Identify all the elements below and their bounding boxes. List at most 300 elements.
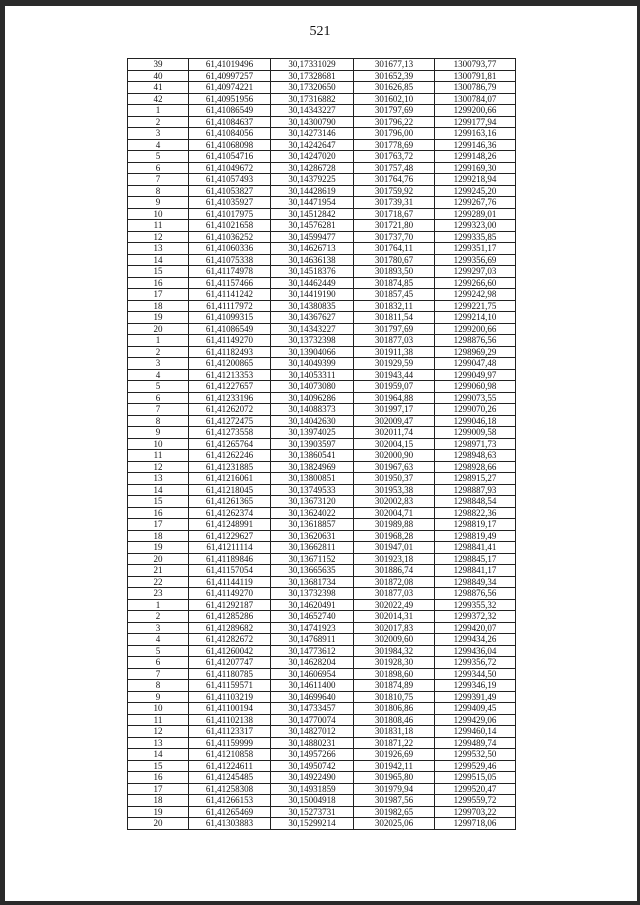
x-coordinate-cell: 301982,65 — [354, 806, 435, 818]
table-row — [128, 415, 516, 427]
y-coordinate-cell: 1299049,97 — [435, 369, 516, 381]
table-row — [128, 139, 516, 151]
x-coordinate-cell: 302002,83 — [354, 496, 435, 508]
x-coordinate-cell: 301926,69 — [354, 749, 435, 761]
latitude-cell: 61,41099315 — [189, 312, 271, 324]
latitude-cell: 61,41123317 — [189, 726, 271, 738]
x-coordinate-cell: 301677,13 — [354, 59, 435, 71]
x-coordinate-cell: 301763,72 — [354, 151, 435, 163]
table-row — [128, 59, 516, 71]
y-coordinate-cell: 1298876,56 — [435, 588, 516, 600]
latitude-cell: 61,41207747 — [189, 657, 271, 669]
longitude-cell: 30,13624022 — [271, 507, 354, 519]
table-row — [128, 381, 516, 393]
latitude-cell: 61,41057493 — [189, 174, 271, 186]
y-coordinate-cell: 1299460,14 — [435, 726, 516, 738]
table-row — [128, 795, 516, 807]
latitude-cell: 61,41224611 — [189, 760, 271, 772]
longitude-cell: 30,14611400 — [271, 680, 354, 692]
longitude-cell: 30,13904066 — [271, 346, 354, 358]
y-coordinate-cell: 1299242,98 — [435, 289, 516, 301]
x-coordinate-cell: 301764,11 — [354, 243, 435, 255]
x-coordinate-cell: 302009,47 — [354, 415, 435, 427]
longitude-cell: 30,14380835 — [271, 300, 354, 312]
point-number-cell: 11 — [128, 714, 189, 726]
point-number-cell: 1 — [128, 335, 189, 347]
latitude-cell: 61,41282672 — [189, 634, 271, 646]
latitude-cell: 61,41227657 — [189, 381, 271, 393]
longitude-cell: 30,14768911 — [271, 634, 354, 646]
latitude-cell: 61,41159999 — [189, 737, 271, 749]
table-row — [128, 346, 516, 358]
table-row — [128, 818, 516, 830]
y-coordinate-cell: 1299221,75 — [435, 300, 516, 312]
y-coordinate-cell: 1299529,46 — [435, 760, 516, 772]
latitude-cell: 61,41144119 — [189, 576, 271, 588]
x-coordinate-cell: 301929,59 — [354, 358, 435, 370]
latitude-cell: 61,41262072 — [189, 404, 271, 416]
x-coordinate-cell: 301797,69 — [354, 105, 435, 117]
latitude-cell: 61,41157466 — [189, 277, 271, 289]
x-coordinate-cell: 301780,67 — [354, 254, 435, 266]
longitude-cell: 30,14770074 — [271, 714, 354, 726]
latitude-cell: 61,41265764 — [189, 438, 271, 450]
y-coordinate-cell: 1299409,45 — [435, 703, 516, 715]
longitude-cell: 30,13673120 — [271, 496, 354, 508]
y-coordinate-cell: 1299266,60 — [435, 277, 516, 289]
point-number-cell: 6 — [128, 162, 189, 174]
point-number-cell: 7 — [128, 668, 189, 680]
x-coordinate-cell: 301857,45 — [354, 289, 435, 301]
x-coordinate-cell: 301987,56 — [354, 795, 435, 807]
x-coordinate-cell: 301947,01 — [354, 542, 435, 554]
longitude-cell: 30,13974025 — [271, 427, 354, 439]
y-coordinate-cell: 1299420,07 — [435, 622, 516, 634]
x-coordinate-cell: 301808,46 — [354, 714, 435, 726]
y-coordinate-cell: 1299346,19 — [435, 680, 516, 692]
longitude-cell: 30,14922490 — [271, 772, 354, 784]
latitude-cell: 61,41054716 — [189, 151, 271, 163]
latitude-cell: 61,41285286 — [189, 611, 271, 623]
y-coordinate-cell: 1299245,20 — [435, 185, 516, 197]
table-row — [128, 599, 516, 611]
latitude-cell: 61,41272475 — [189, 415, 271, 427]
y-coordinate-cell: 1299163,16 — [435, 128, 516, 140]
latitude-cell: 61,41035927 — [189, 197, 271, 209]
x-coordinate-cell: 302004,71 — [354, 507, 435, 519]
table-row — [128, 151, 516, 163]
point-number-cell: 4 — [128, 139, 189, 151]
latitude-cell: 61,41189846 — [189, 553, 271, 565]
point-number-cell: 6 — [128, 657, 189, 669]
latitude-cell: 61,41265469 — [189, 806, 271, 818]
point-number-cell: 7 — [128, 174, 189, 186]
longitude-cell: 30,14428619 — [271, 185, 354, 197]
y-coordinate-cell: 1299177,94 — [435, 116, 516, 128]
table-row — [128, 82, 516, 94]
table-row — [128, 128, 516, 140]
latitude-cell: 61,41180785 — [189, 668, 271, 680]
latitude-cell: 61,41060336 — [189, 243, 271, 255]
x-coordinate-cell: 301877,03 — [354, 588, 435, 600]
longitude-cell: 30,13732398 — [271, 335, 354, 347]
table-row — [128, 105, 516, 117]
y-coordinate-cell: 1299009,58 — [435, 427, 516, 439]
point-number-cell: 9 — [128, 691, 189, 703]
point-number-cell: 13 — [128, 473, 189, 485]
table-row — [128, 645, 516, 657]
y-coordinate-cell: 1299532,50 — [435, 749, 516, 761]
point-number-cell: 13 — [128, 243, 189, 255]
x-coordinate-cell: 301942,11 — [354, 760, 435, 772]
latitude-cell: 61,41174978 — [189, 266, 271, 278]
x-coordinate-cell: 302014,31 — [354, 611, 435, 623]
y-coordinate-cell: 1299344,50 — [435, 668, 516, 680]
x-coordinate-cell: 301874,85 — [354, 277, 435, 289]
x-coordinate-cell: 301989,88 — [354, 519, 435, 531]
table-row — [128, 668, 516, 680]
y-coordinate-cell: 1300793,77 — [435, 59, 516, 71]
longitude-cell: 30,14073080 — [271, 381, 354, 393]
point-number-cell: 2 — [128, 116, 189, 128]
x-coordinate-cell: 301872,08 — [354, 576, 435, 588]
x-coordinate-cell: 301874,89 — [354, 680, 435, 692]
longitude-cell: 30,14042630 — [271, 415, 354, 427]
point-number-cell: 1 — [128, 599, 189, 611]
x-coordinate-cell: 302025,06 — [354, 818, 435, 830]
y-coordinate-cell: 1300791,81 — [435, 70, 516, 82]
y-coordinate-cell: 1298948,63 — [435, 450, 516, 462]
y-coordinate-cell: 1298969,29 — [435, 346, 516, 358]
longitude-cell: 30,13732398 — [271, 588, 354, 600]
point-number-cell: 2 — [128, 346, 189, 358]
x-coordinate-cell: 301979,94 — [354, 783, 435, 795]
y-coordinate-cell: 1299297,03 — [435, 266, 516, 278]
table-row — [128, 438, 516, 450]
point-number-cell: 17 — [128, 289, 189, 301]
table-row — [128, 116, 516, 128]
y-coordinate-cell: 1299046,18 — [435, 415, 516, 427]
point-number-cell: 3 — [128, 358, 189, 370]
longitude-cell: 30,15273731 — [271, 806, 354, 818]
y-coordinate-cell: 1299047,48 — [435, 358, 516, 370]
longitude-cell: 30,14273146 — [271, 128, 354, 140]
table-row — [128, 634, 516, 646]
y-coordinate-cell: 1299356,72 — [435, 657, 516, 669]
longitude-cell: 30,13681734 — [271, 576, 354, 588]
point-number-cell: 23 — [128, 588, 189, 600]
page-number: 521 — [309, 24, 331, 39]
x-coordinate-cell: 301806,86 — [354, 703, 435, 715]
latitude-cell: 61,41260042 — [189, 645, 271, 657]
latitude-cell: 61,41036252 — [189, 231, 271, 243]
table-row — [128, 266, 516, 278]
latitude-cell: 61,41086549 — [189, 105, 271, 117]
x-coordinate-cell: 301964,88 — [354, 392, 435, 404]
x-coordinate-cell: 301626,85 — [354, 82, 435, 94]
longitude-cell: 30,14599477 — [271, 231, 354, 243]
y-coordinate-cell: 1298841,41 — [435, 542, 516, 554]
x-coordinate-cell: 302011,74 — [354, 427, 435, 439]
y-coordinate-cell: 1298819,49 — [435, 530, 516, 542]
point-number-cell: 17 — [128, 519, 189, 531]
point-number-cell: 16 — [128, 772, 189, 784]
table-row — [128, 369, 516, 381]
table-row — [128, 507, 516, 519]
longitude-cell: 30,14950742 — [271, 760, 354, 772]
point-number-cell: 20 — [128, 323, 189, 335]
y-coordinate-cell: 1299429,06 — [435, 714, 516, 726]
point-number-cell: 10 — [128, 703, 189, 715]
x-coordinate-cell: 302017,83 — [354, 622, 435, 634]
y-coordinate-cell: 1299289,01 — [435, 208, 516, 220]
y-coordinate-cell: 1298876,56 — [435, 335, 516, 347]
point-number-cell: 19 — [128, 312, 189, 324]
table-row — [128, 197, 516, 209]
point-number-cell: 14 — [128, 749, 189, 761]
latitude-cell: 61,41102138 — [189, 714, 271, 726]
longitude-cell: 30,13665635 — [271, 565, 354, 577]
y-coordinate-cell: 1298849,34 — [435, 576, 516, 588]
longitude-cell: 30,14096286 — [271, 392, 354, 404]
point-number-cell: 5 — [128, 381, 189, 393]
table-row — [128, 243, 516, 255]
point-number-cell: 7 — [128, 404, 189, 416]
table-row — [128, 427, 516, 439]
longitude-cell: 30,14379225 — [271, 174, 354, 186]
y-coordinate-cell: 1299148,26 — [435, 151, 516, 163]
table-row — [128, 323, 516, 335]
y-coordinate-cell: 1298971,73 — [435, 438, 516, 450]
y-coordinate-cell: 1299267,76 — [435, 197, 516, 209]
x-coordinate-cell: 301967,63 — [354, 461, 435, 473]
x-coordinate-cell: 301950,37 — [354, 473, 435, 485]
table-row — [128, 185, 516, 197]
latitude-cell: 61,41100194 — [189, 703, 271, 715]
point-number-cell: 5 — [128, 151, 189, 163]
x-coordinate-cell: 301953,38 — [354, 484, 435, 496]
longitude-cell: 30,14880231 — [271, 737, 354, 749]
x-coordinate-cell: 301759,92 — [354, 185, 435, 197]
y-coordinate-cell: 1298845,17 — [435, 553, 516, 565]
longitude-cell: 30,14741923 — [271, 622, 354, 634]
x-coordinate-cell: 302009,60 — [354, 634, 435, 646]
latitude-cell: 61,41211114 — [189, 542, 271, 554]
x-coordinate-cell: 301984,32 — [354, 645, 435, 657]
longitude-cell: 30,14242647 — [271, 139, 354, 151]
table-row — [128, 162, 516, 174]
point-number-cell: 13 — [128, 737, 189, 749]
latitude-cell: 61,41021658 — [189, 220, 271, 232]
table-row — [128, 565, 516, 577]
latitude-cell: 61,41245485 — [189, 772, 271, 784]
x-coordinate-cell: 301652,39 — [354, 70, 435, 82]
table-row — [128, 450, 516, 462]
longitude-cell: 30,14367627 — [271, 312, 354, 324]
longitude-cell: 30,14286728 — [271, 162, 354, 174]
latitude-cell: 61,41103219 — [189, 691, 271, 703]
longitude-cell: 30,13800851 — [271, 473, 354, 485]
table-row — [128, 277, 516, 289]
point-number-cell: 16 — [128, 507, 189, 519]
table-row — [128, 174, 516, 186]
longitude-cell: 30,14462449 — [271, 277, 354, 289]
point-number-cell: 5 — [128, 645, 189, 657]
longitude-cell: 30,13618857 — [271, 519, 354, 531]
table-row — [128, 749, 516, 761]
y-coordinate-cell: 1298915,27 — [435, 473, 516, 485]
table-row — [128, 611, 516, 623]
y-coordinate-cell: 1299391,49 — [435, 691, 516, 703]
y-coordinate-cell: 1299489,74 — [435, 737, 516, 749]
longitude-cell: 30,14512842 — [271, 208, 354, 220]
longitude-cell: 30,13824969 — [271, 461, 354, 473]
x-coordinate-cell: 301718,67 — [354, 208, 435, 220]
point-number-cell: 19 — [128, 806, 189, 818]
table-row — [128, 93, 516, 105]
point-number-cell: 18 — [128, 530, 189, 542]
latitude-cell: 61,41017975 — [189, 208, 271, 220]
point-number-cell: 14 — [128, 254, 189, 266]
x-coordinate-cell: 301923,18 — [354, 553, 435, 565]
table-row — [128, 312, 516, 324]
latitude-cell: 61,41084637 — [189, 116, 271, 128]
point-number-cell: 9 — [128, 197, 189, 209]
x-coordinate-cell: 302004,15 — [354, 438, 435, 450]
x-coordinate-cell: 302000,90 — [354, 450, 435, 462]
y-coordinate-cell: 1298822,36 — [435, 507, 516, 519]
latitude-cell: 61,41075338 — [189, 254, 271, 266]
point-number-cell: 8 — [128, 680, 189, 692]
y-coordinate-cell: 1298841,17 — [435, 565, 516, 577]
point-number-cell: 20 — [128, 818, 189, 830]
table-row — [128, 657, 516, 669]
point-number-cell: 22 — [128, 576, 189, 588]
latitude-cell: 61,40997257 — [189, 70, 271, 82]
x-coordinate-cell: 301757,48 — [354, 162, 435, 174]
longitude-cell: 30,14419190 — [271, 289, 354, 301]
table-row — [128, 220, 516, 232]
x-coordinate-cell: 301968,28 — [354, 530, 435, 542]
x-coordinate-cell: 301893,50 — [354, 266, 435, 278]
latitude-cell: 61,41218045 — [189, 484, 271, 496]
latitude-cell: 61,41159571 — [189, 680, 271, 692]
latitude-cell: 61,41273558 — [189, 427, 271, 439]
table-row — [128, 760, 516, 772]
x-coordinate-cell: 302022,49 — [354, 599, 435, 611]
y-coordinate-cell: 1299218,94 — [435, 174, 516, 186]
point-number-cell: 18 — [128, 300, 189, 312]
point-number-cell: 41 — [128, 82, 189, 94]
latitude-cell: 61,41292187 — [189, 599, 271, 611]
y-coordinate-cell: 1300786,79 — [435, 82, 516, 94]
longitude-cell: 30,14247020 — [271, 151, 354, 163]
table-row — [128, 542, 516, 554]
longitude-cell: 30,15004918 — [271, 795, 354, 807]
point-number-cell: 11 — [128, 220, 189, 232]
point-number-cell: 40 — [128, 70, 189, 82]
point-number-cell: 11 — [128, 450, 189, 462]
table-row — [128, 358, 516, 370]
latitude-cell: 61,41233196 — [189, 392, 271, 404]
table-row — [128, 530, 516, 542]
longitude-cell: 30,14931859 — [271, 783, 354, 795]
latitude-cell: 61,41261365 — [189, 496, 271, 508]
longitude-cell: 30,14053311 — [271, 369, 354, 381]
point-number-cell: 42 — [128, 93, 189, 105]
point-number-cell: 15 — [128, 760, 189, 772]
table-row — [128, 254, 516, 266]
latitude-cell: 61,41229627 — [189, 530, 271, 542]
x-coordinate-cell: 301811,54 — [354, 312, 435, 324]
longitude-cell: 30,14652740 — [271, 611, 354, 623]
latitude-cell: 61,41303883 — [189, 818, 271, 830]
point-number-cell: 12 — [128, 726, 189, 738]
longitude-cell: 30,14620491 — [271, 599, 354, 611]
table-row — [128, 461, 516, 473]
x-coordinate-cell: 301797,69 — [354, 323, 435, 335]
longitude-cell: 30,13662811 — [271, 542, 354, 554]
latitude-cell: 61,41053827 — [189, 185, 271, 197]
latitude-cell: 61,41216061 — [189, 473, 271, 485]
y-coordinate-cell: 1298887,93 — [435, 484, 516, 496]
y-coordinate-cell: 1299323,00 — [435, 220, 516, 232]
y-coordinate-cell: 1300784,07 — [435, 93, 516, 105]
y-coordinate-cell: 1299060,98 — [435, 381, 516, 393]
x-coordinate-cell: 301796,22 — [354, 116, 435, 128]
x-coordinate-cell: 301832,11 — [354, 300, 435, 312]
point-number-cell: 17 — [128, 783, 189, 795]
latitude-cell: 61,40951956 — [189, 93, 271, 105]
latitude-cell: 61,41182493 — [189, 346, 271, 358]
latitude-cell: 61,41019496 — [189, 59, 271, 71]
longitude-cell: 30,14628204 — [271, 657, 354, 669]
latitude-cell: 61,40974221 — [189, 82, 271, 94]
longitude-cell: 30,13620631 — [271, 530, 354, 542]
x-coordinate-cell: 301928,30 — [354, 657, 435, 669]
x-coordinate-cell: 301943,44 — [354, 369, 435, 381]
y-coordinate-cell: 1299335,85 — [435, 231, 516, 243]
latitude-cell: 61,41210858 — [189, 749, 271, 761]
x-coordinate-cell: 301871,22 — [354, 737, 435, 749]
table-row — [128, 703, 516, 715]
longitude-cell: 30,17328681 — [271, 70, 354, 82]
latitude-cell: 61,41157054 — [189, 565, 271, 577]
table-row — [128, 519, 516, 531]
longitude-cell: 30,14300790 — [271, 116, 354, 128]
scan-border-left — [0, 0, 5, 905]
latitude-cell: 61,41117972 — [189, 300, 271, 312]
longitude-cell: 30,14471954 — [271, 197, 354, 209]
scan-border-bottom — [0, 901, 640, 905]
y-coordinate-cell: 1299200,66 — [435, 323, 516, 335]
longitude-cell: 30,14636138 — [271, 254, 354, 266]
x-coordinate-cell: 301997,17 — [354, 404, 435, 416]
scan-border-top — [0, 0, 640, 6]
table-row — [128, 714, 516, 726]
y-coordinate-cell: 1299515,05 — [435, 772, 516, 784]
latitude-cell: 61,41049672 — [189, 162, 271, 174]
point-number-cell: 18 — [128, 795, 189, 807]
longitude-cell: 30,14827012 — [271, 726, 354, 738]
point-number-cell: 16 — [128, 277, 189, 289]
latitude-cell: 61,41213353 — [189, 369, 271, 381]
latitude-cell: 61,41149270 — [189, 588, 271, 600]
latitude-cell: 61,41231885 — [189, 461, 271, 473]
point-number-cell: 9 — [128, 427, 189, 439]
latitude-cell: 61,41266153 — [189, 795, 271, 807]
x-coordinate-cell: 301886,74 — [354, 565, 435, 577]
